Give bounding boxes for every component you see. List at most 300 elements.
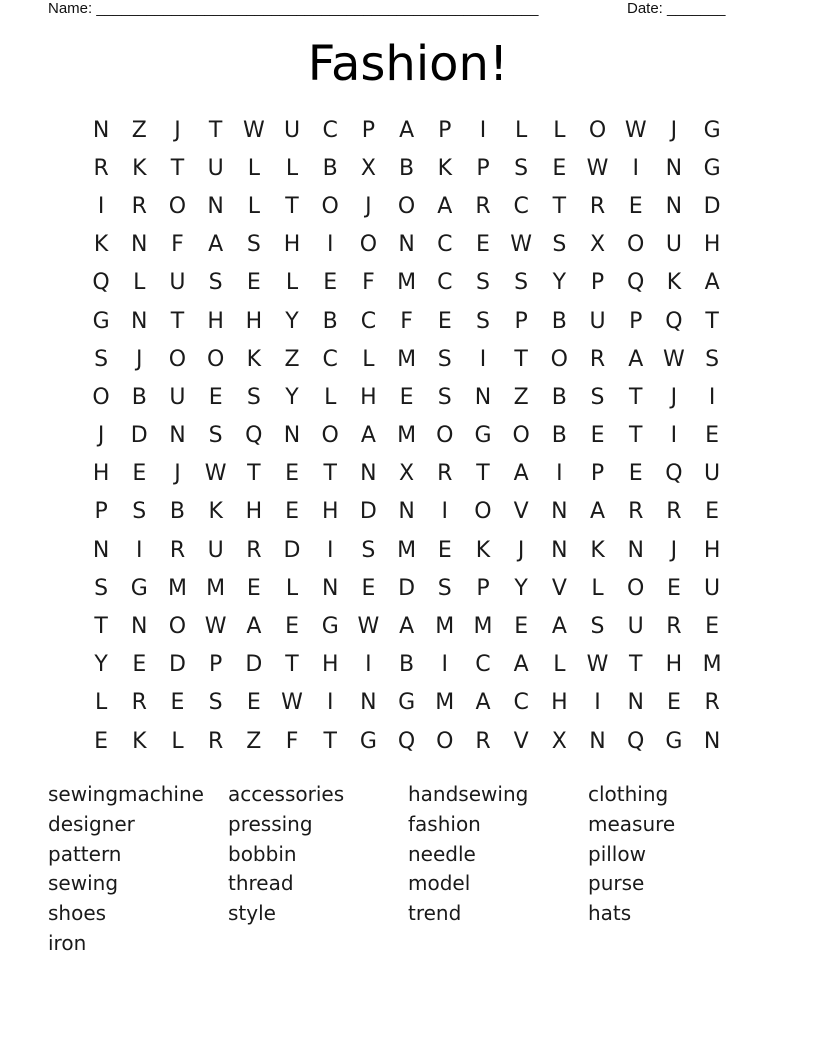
word-list-item: fashion xyxy=(408,811,481,836)
grid-cell: M xyxy=(397,346,417,372)
page-title: Fashion! xyxy=(307,36,509,92)
grid-cell: X xyxy=(360,155,376,181)
grid-cell: B xyxy=(131,384,147,410)
grid-cell: Q xyxy=(245,423,263,449)
word-list-item: clothing xyxy=(588,782,669,806)
grid-cell: O xyxy=(397,193,416,219)
grid-cell: S xyxy=(475,270,490,296)
grid-cell: U xyxy=(704,575,721,601)
grid-cell: W xyxy=(510,232,533,258)
grid-cell: O xyxy=(359,232,378,258)
grid-cell: T xyxy=(628,384,643,410)
grid-cell: R xyxy=(704,690,720,716)
grid-cell: E xyxy=(628,461,643,487)
grid-cell: E xyxy=(246,270,261,296)
grid-cell: B xyxy=(399,652,415,678)
grid-cell: T xyxy=(285,193,299,219)
grid-cell: N xyxy=(589,728,606,754)
grid-cell: R xyxy=(131,690,147,716)
grid-cell: E xyxy=(323,270,338,296)
grid-cell: X xyxy=(551,728,567,754)
grid-cell: W xyxy=(586,652,609,678)
grid-cell: B xyxy=(169,499,186,525)
grid-cell: U xyxy=(589,308,606,334)
grid-cell: W xyxy=(281,690,303,716)
grid-cell: D xyxy=(703,193,721,219)
grid-cell: L xyxy=(515,117,528,143)
grid-cell: O xyxy=(512,423,530,449)
grid-cell: P xyxy=(438,117,452,143)
grid-cell: T xyxy=(170,308,185,334)
grid-cell: P xyxy=(94,499,108,525)
grid-cell: S xyxy=(132,499,147,525)
grid-cell: S xyxy=(514,155,529,181)
grid-cell: L xyxy=(553,117,566,143)
grid-cell: E xyxy=(94,728,109,754)
grid-cell: A xyxy=(399,117,415,143)
grid-cell: O xyxy=(206,346,225,372)
grid-cell: T xyxy=(285,652,299,678)
grid-cell: D xyxy=(398,575,416,601)
word-list-item: model xyxy=(408,871,471,896)
grid-cell: U xyxy=(283,117,301,143)
grid-cell: N xyxy=(131,232,148,258)
grid-cell: U xyxy=(665,232,682,258)
grid-cell: R xyxy=(246,537,262,563)
grid-cell: T xyxy=(94,614,108,640)
grid-cell: K xyxy=(475,537,491,563)
grid-cell: B xyxy=(551,308,567,334)
word-list-item: measure xyxy=(588,811,676,836)
grid-cell: N xyxy=(169,423,186,449)
grid-cell: I xyxy=(594,690,601,716)
grid-cell: B xyxy=(399,155,415,181)
grid-cell: K xyxy=(666,270,682,296)
grid-cell: T xyxy=(476,461,490,487)
word-list-item: iron xyxy=(48,930,87,955)
grid-cell: E xyxy=(705,499,720,525)
grid-cell: J xyxy=(670,117,678,143)
grid-cell: T xyxy=(247,461,261,487)
grid-cell: P xyxy=(514,308,528,334)
grid-cell: I xyxy=(441,499,449,525)
grid-cell: D xyxy=(168,652,186,678)
grid-cell: M xyxy=(702,652,722,678)
grid-cell: O xyxy=(168,193,187,219)
grid-cell: B xyxy=(322,155,338,181)
grid-cell: T xyxy=(323,728,337,754)
grid-cell: E xyxy=(285,614,299,640)
grid-cell: L xyxy=(285,575,299,601)
grid-cell: I xyxy=(670,423,678,449)
grid-cell: E xyxy=(666,575,681,601)
grid-cell: N xyxy=(131,308,148,334)
grid-cell: O xyxy=(627,232,645,258)
grid-cell: G xyxy=(703,117,721,143)
grid-cell: A xyxy=(628,346,644,372)
grid-cell: J xyxy=(136,346,143,372)
grid-cell: B xyxy=(551,384,567,410)
grid-cell: W xyxy=(663,346,685,372)
grid-cell: P xyxy=(476,155,490,181)
grid-cell: A xyxy=(590,499,606,525)
grid-cell: E xyxy=(437,308,452,334)
grid-cell: S xyxy=(705,346,720,372)
grid-cell: N xyxy=(398,232,415,258)
grid-cell: C xyxy=(322,117,338,143)
grid-cell: E xyxy=(246,690,261,716)
grid-cell: Z xyxy=(513,384,529,410)
grid-cell: W xyxy=(204,614,227,640)
grid-cell: L xyxy=(285,155,299,181)
grid-cell: M xyxy=(473,614,493,640)
grid-cell: F xyxy=(285,728,299,754)
grid-cell: J xyxy=(174,117,181,143)
grid-cell: R xyxy=(475,728,491,754)
grid-cell: S xyxy=(208,423,223,449)
grid-cell: H xyxy=(665,652,683,678)
grid-cell: S xyxy=(590,384,605,410)
grid-cell: E xyxy=(246,575,261,601)
grid-cell: R xyxy=(666,499,682,525)
name-field: Name: _____________________________________________________ xyxy=(48,0,539,17)
grid-cell: I xyxy=(136,537,143,563)
grid-cell: Z xyxy=(246,728,262,754)
grid-cell: R xyxy=(589,346,606,372)
grid-cell: J xyxy=(97,423,105,449)
grid-cell: H xyxy=(551,690,568,716)
grid-cell: Q xyxy=(627,728,645,754)
grid-cell: I xyxy=(632,155,639,181)
grid-cell: M xyxy=(167,575,187,601)
grid-cell: V xyxy=(513,728,529,754)
grid-cell: E xyxy=(285,499,299,525)
grid-cell: N xyxy=(360,461,377,487)
grid-cell: A xyxy=(513,652,529,678)
grid-cell: U xyxy=(169,270,186,296)
grid-cell: H xyxy=(207,308,224,334)
grid-cell: L xyxy=(591,575,604,601)
grid-cell: C xyxy=(513,193,529,219)
grid-cell: P xyxy=(629,308,643,334)
grid-cell: T xyxy=(170,155,185,181)
grid-cell: E xyxy=(170,690,185,716)
grid-cell: P xyxy=(361,117,376,143)
grid-cell: N xyxy=(551,537,568,563)
grid-cell: E xyxy=(399,384,414,410)
grid-cell: N xyxy=(398,499,415,525)
grid-cell: A xyxy=(513,461,529,487)
grid-cell: V xyxy=(513,499,529,525)
letter-grid xyxy=(82,111,731,760)
date-field: Date: _______ xyxy=(627,0,726,17)
grid-cell: W xyxy=(357,614,380,640)
grid-cell: G xyxy=(130,575,148,601)
word-list xyxy=(48,780,768,959)
grid-cell: G xyxy=(398,690,416,716)
grid-cell: J xyxy=(174,461,181,487)
grid-cell: M xyxy=(206,575,226,601)
word-list-item: purse xyxy=(588,871,645,896)
grid-cell: J xyxy=(517,537,525,563)
grid-cell: I xyxy=(365,652,372,678)
grid-cell: O xyxy=(321,423,339,449)
grid-cell: A xyxy=(246,614,262,640)
grid-cell: O xyxy=(627,575,645,601)
grid-cell: H xyxy=(245,499,263,525)
grid-cell: E xyxy=(705,614,720,640)
grid-cell: Q xyxy=(665,308,683,334)
grid-cell: F xyxy=(362,270,375,296)
grid-cell: M xyxy=(397,537,417,563)
grid-cell: T xyxy=(208,117,223,143)
grid-cell: G xyxy=(321,614,339,640)
grid-cell: L xyxy=(133,270,146,296)
word-list-item: designer xyxy=(48,811,135,836)
grid-cell: I xyxy=(479,117,487,143)
grid-cell: O xyxy=(168,614,187,640)
grid-cell: L xyxy=(362,346,375,372)
grid-cell: E xyxy=(361,575,376,601)
grid-cell: R xyxy=(475,193,491,219)
grid-cell: P xyxy=(476,575,490,601)
grid-cell: O xyxy=(92,384,110,410)
grid-cell: E xyxy=(476,232,490,258)
grid-cell: Z xyxy=(131,117,147,143)
word-list-item: accessories xyxy=(228,782,345,806)
grid-cell: N xyxy=(703,728,721,754)
grid-cell: R xyxy=(208,728,224,754)
grid-cell: S xyxy=(361,537,376,563)
grid-cell: Q xyxy=(665,461,683,487)
grid-cell: R xyxy=(437,461,453,487)
grid-cell: C xyxy=(475,652,491,678)
word-list-item: pillow xyxy=(588,841,646,866)
grid-cell: T xyxy=(628,652,643,678)
grid-cell: K xyxy=(437,155,452,181)
grid-cell: M xyxy=(435,614,455,640)
grid-cell: C xyxy=(437,232,453,258)
grid-cell: N xyxy=(551,499,568,525)
grid-cell: T xyxy=(628,423,643,449)
grid-cell: E xyxy=(666,690,681,716)
grid-cell: L xyxy=(324,384,337,410)
grid-cell: L xyxy=(285,270,299,296)
grid-cell: G xyxy=(665,728,683,754)
grid-cell: R xyxy=(131,193,147,219)
grid-cell: H xyxy=(92,461,110,487)
grid-cell: H xyxy=(321,652,339,678)
grid-cell: W xyxy=(204,461,227,487)
grid-cell: S xyxy=(94,346,109,372)
grid-cell: S xyxy=(94,575,109,601)
word-list-item: handsewing xyxy=(408,782,529,806)
grid-cell: Z xyxy=(284,346,300,372)
grid-cell: W xyxy=(242,117,265,143)
word-list-item: shoes xyxy=(48,901,107,926)
grid-cell: U xyxy=(627,614,644,640)
grid-cell: O xyxy=(436,728,454,754)
grid-cell: C xyxy=(513,690,529,716)
grid-cell: V xyxy=(551,575,567,601)
grid-cell: B xyxy=(551,423,567,449)
grid-cell: S xyxy=(514,270,529,296)
grid-cell: N xyxy=(283,423,301,449)
grid-cell: J xyxy=(365,193,372,219)
grid-cell: R xyxy=(589,193,606,219)
grid-cell: Y xyxy=(552,270,567,296)
word-list-item: bobbin xyxy=(228,841,297,866)
grid-cell: C xyxy=(360,308,377,334)
grid-cell: O xyxy=(436,423,454,449)
grid-cell: G xyxy=(474,423,492,449)
grid-cell: A xyxy=(551,614,567,640)
grid-cell: U xyxy=(207,155,224,181)
grid-cell: N xyxy=(627,690,644,716)
word-list-item: sewingmachine xyxy=(48,782,204,806)
grid-cell: W xyxy=(586,155,609,181)
grid-cell: N xyxy=(92,537,110,563)
word-list-item: pattern xyxy=(48,841,122,866)
grid-cell: A xyxy=(475,690,491,716)
grid-cell: L xyxy=(247,155,260,181)
grid-cell: J xyxy=(670,537,678,563)
grid-cell: Y xyxy=(94,652,108,678)
grid-cell: W xyxy=(624,117,647,143)
grid-cell: A xyxy=(399,614,415,640)
grid-cell: T xyxy=(323,461,337,487)
grid-cell: H xyxy=(703,537,721,563)
word-list-item: pressing xyxy=(228,811,313,836)
grid-cell: T xyxy=(705,308,719,334)
grid-cell: R xyxy=(666,614,682,640)
grid-cell: P xyxy=(590,270,605,296)
grid-cell: E xyxy=(552,155,567,181)
grid-cell: E xyxy=(132,461,147,487)
grid-cell: O xyxy=(550,346,568,372)
grid-cell: B xyxy=(322,308,338,334)
grid-cell: D xyxy=(130,423,148,449)
word-list-item: needle xyxy=(408,841,476,866)
grid-cell: O xyxy=(474,499,492,525)
grid-cell: E xyxy=(437,537,452,563)
grid-cell: I xyxy=(97,193,105,219)
grid-cell: S xyxy=(552,232,567,258)
grid-cell: S xyxy=(437,346,452,372)
grid-cell: X xyxy=(589,232,606,258)
grid-cell: C xyxy=(437,270,453,296)
grid-cell: G xyxy=(359,728,377,754)
grid-cell: P xyxy=(209,652,223,678)
grid-cell: U xyxy=(169,384,186,410)
grid-cell: L xyxy=(553,652,566,678)
grid-cell: P xyxy=(590,461,605,487)
word-list-item: sewing xyxy=(48,871,119,896)
grid-cell: A xyxy=(208,232,224,258)
grid-cell: T xyxy=(552,193,567,219)
grid-cell: D xyxy=(283,537,301,563)
grid-cell: O xyxy=(321,193,339,219)
grid-cell: O xyxy=(168,346,187,372)
grid-cell: I xyxy=(326,232,334,258)
grid-cell: H xyxy=(703,232,721,258)
grid-cell: M xyxy=(397,270,417,296)
grid-cell: E xyxy=(628,193,643,219)
grid-cell: Q xyxy=(627,270,645,296)
grid-cell: Q xyxy=(397,728,416,754)
grid-cell: D xyxy=(359,499,377,525)
word-list-item: hats xyxy=(588,901,632,926)
grid-cell: Y xyxy=(514,575,528,601)
grid-cell: S xyxy=(208,690,223,716)
grid-cell: H xyxy=(245,308,263,334)
grid-cell: H xyxy=(360,384,377,410)
grid-cell: N xyxy=(321,575,339,601)
grid-cell: S xyxy=(246,232,261,258)
grid-cell: N xyxy=(665,155,683,181)
grid-cell: Y xyxy=(285,384,299,410)
grid-cell: E xyxy=(132,652,147,678)
grid-cell: C xyxy=(322,346,338,372)
grid-cell: H xyxy=(321,499,339,525)
grid-cell: E xyxy=(208,384,223,410)
grid-cell: M xyxy=(397,423,417,449)
word-list-item: style xyxy=(228,901,276,926)
grid-cell: S xyxy=(437,575,452,601)
grid-cell: G xyxy=(92,308,110,334)
grid-cell: S xyxy=(437,384,452,410)
grid-cell: N xyxy=(627,537,644,563)
grid-cell: K xyxy=(246,346,262,372)
grid-cell: E xyxy=(705,423,720,449)
grid-cell: Q xyxy=(92,270,110,296)
grid-cell: N xyxy=(92,117,110,143)
grid-cell: S xyxy=(208,270,223,296)
grid-cell: G xyxy=(703,155,721,181)
grid-cell: K xyxy=(208,499,223,525)
grid-cell: I xyxy=(326,690,334,716)
grid-cell: E xyxy=(514,614,529,640)
grid-cell: R xyxy=(628,499,644,525)
grid-cell: I xyxy=(441,652,449,678)
grid-cell: F xyxy=(171,232,184,258)
grid-cell: I xyxy=(326,537,334,563)
grid-cell: N xyxy=(474,384,492,410)
grid-cell: X xyxy=(399,461,415,487)
grid-cell: N xyxy=(131,614,148,640)
grid-cell: L xyxy=(171,728,184,754)
grid-cell: R xyxy=(169,537,186,563)
grid-cell: I xyxy=(556,461,563,487)
grid-cell: Y xyxy=(285,308,299,334)
grid-cell: E xyxy=(590,423,605,449)
grid-cell: K xyxy=(132,728,147,754)
grid-cell: H xyxy=(283,232,301,258)
word-list-item: trend xyxy=(408,901,462,926)
grid-cell: O xyxy=(588,117,607,143)
grid-cell: A xyxy=(704,270,720,296)
grid-cell: L xyxy=(94,690,108,716)
grid-cell: I xyxy=(479,346,487,372)
grid-cell: U xyxy=(704,461,721,487)
grid-cell: T xyxy=(514,346,528,372)
grid-cell: J xyxy=(670,384,678,410)
grid-cell: A xyxy=(437,193,453,219)
grid-cell: K xyxy=(590,537,605,563)
grid-cell: S xyxy=(475,308,490,334)
word-list-item: thread xyxy=(228,871,294,896)
grid-cell: A xyxy=(360,423,376,449)
